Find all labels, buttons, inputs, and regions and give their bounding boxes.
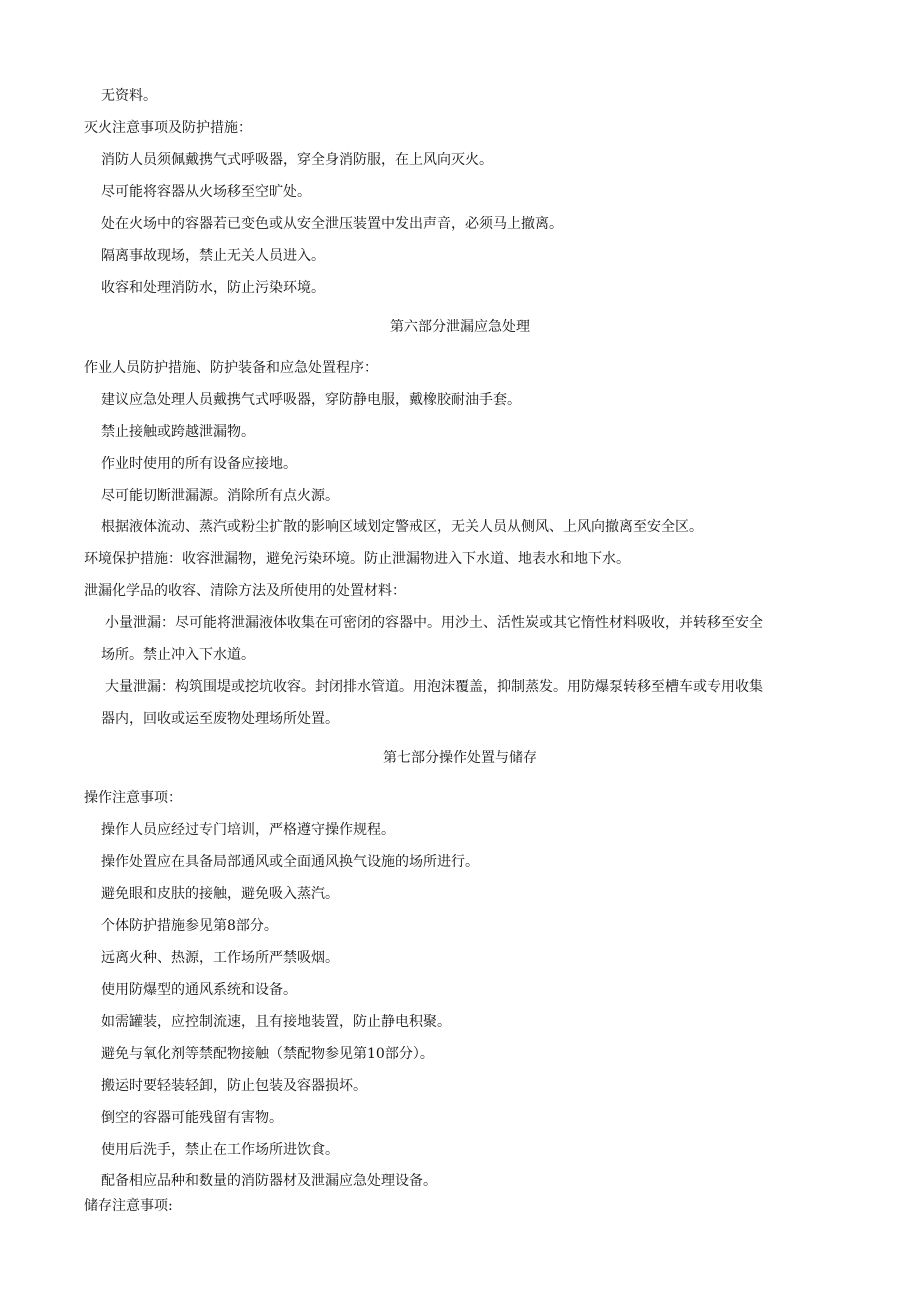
section-label: 环境保护措施：收容泄漏物，避免污染环境。防止泄漏物进入下水道、地表水和地下水。 (84, 551, 630, 567)
text-line: 搬运时要轻装轻卸，防止包装及容器损坏。 (101, 1078, 367, 1094)
text-line: 作业时使用的所有设备应接地。 (101, 456, 297, 472)
text-line: 操作人员应经过专门培训，严格遵守操作规程。 (101, 822, 395, 838)
text-line: 使用防爆型的通风系统和设备。 (101, 982, 297, 998)
text-line: 消防人员须佩戴携气式呼吸器，穿全身消防服，在上风向灭火。 (101, 152, 493, 168)
text-line: 根据液体流动、蒸汽或粉尘扩散的影响区域划定警戒区，无关人员从侧风、上风向撤离至安全区。 (101, 519, 703, 535)
text-line: 避免眼和皮肤的接触，避免吸入蒸汽。 (101, 886, 339, 902)
text-line: 大量泄漏：构筑围堤或挖坑收容。封闭排水管道。用泡沫覆盖，抑制蒸发。用防爆泵转移至槽车或专用收集 (105, 679, 763, 695)
text-line: 无资料。 (101, 88, 157, 104)
text-line: 小量泄漏：尽可能将泄漏液体收集在可密闭的容器中。用沙土、活性炭或其它惰性材料吸收，并转移至安全 (105, 615, 763, 631)
text-line: 收容和处理消防水，防止污染环境。 (101, 280, 325, 296)
text-line: 配备相应品种和数量的消防器材及泄漏应急处理设备。 (101, 1173, 437, 1189)
section-label: 作业人员防护措施、防护装备和应急处置程序： (84, 360, 378, 376)
section-heading: 第六部分泄漏应急处理 (390, 319, 530, 335)
text-line: 远离火种、热源，工作场所严禁吸烟。 (101, 950, 339, 966)
text-line: 避免与氧化剂等禁配物接触（禁配物参见第10部分）。 (101, 1046, 434, 1062)
section-label: 灭火注意事项及防护措施： (84, 120, 252, 136)
section-heading: 第七部分操作处置与储存 (383, 750, 537, 766)
section-label: 储存注意事项: (84, 1198, 173, 1214)
text-line: 操作处置应在具备局部通风或全面通风换气设施的场所进行。 (101, 854, 479, 870)
text-line: 尽可能切断泄漏源。消除所有点火源。 (101, 488, 339, 504)
text-line: 禁止接触或跨越泄漏物。 (101, 424, 255, 440)
text-line: 场所。禁止冲入下水道。 (101, 647, 255, 663)
text-line: 个体防护措施参见第8部分。 (101, 918, 278, 934)
text-line: 尽可能将容器从火场移至空旷处。 (101, 184, 311, 200)
text-line: 器内，回收或运至废物处理场所处置。 (101, 711, 339, 727)
text-line: 建议应急处理人员戴携气式呼吸器，穿防静电服，戴橡胶耐油手套。 (101, 392, 521, 408)
text-line: 隔离事故现场，禁止无关人员进入。 (101, 248, 325, 264)
section-label: 泄漏化学品的收容、清除方法及所使用的处置材料： (84, 583, 406, 599)
text-line: 使用后洗手，禁止在工作场所进饮食。 (101, 1142, 339, 1158)
text-line: 处在火场中的容器若已变色或从安全泄压装置中发出声音，必须马上撤离。 (101, 216, 563, 232)
text-line: 如需罐装，应控制流速，且有接地装置，防止静电积聚。 (101, 1014, 451, 1030)
text-line: 倒空的容器可能残留有害物。 (101, 1110, 283, 1126)
section-label: 操作注意事项： (84, 790, 182, 806)
